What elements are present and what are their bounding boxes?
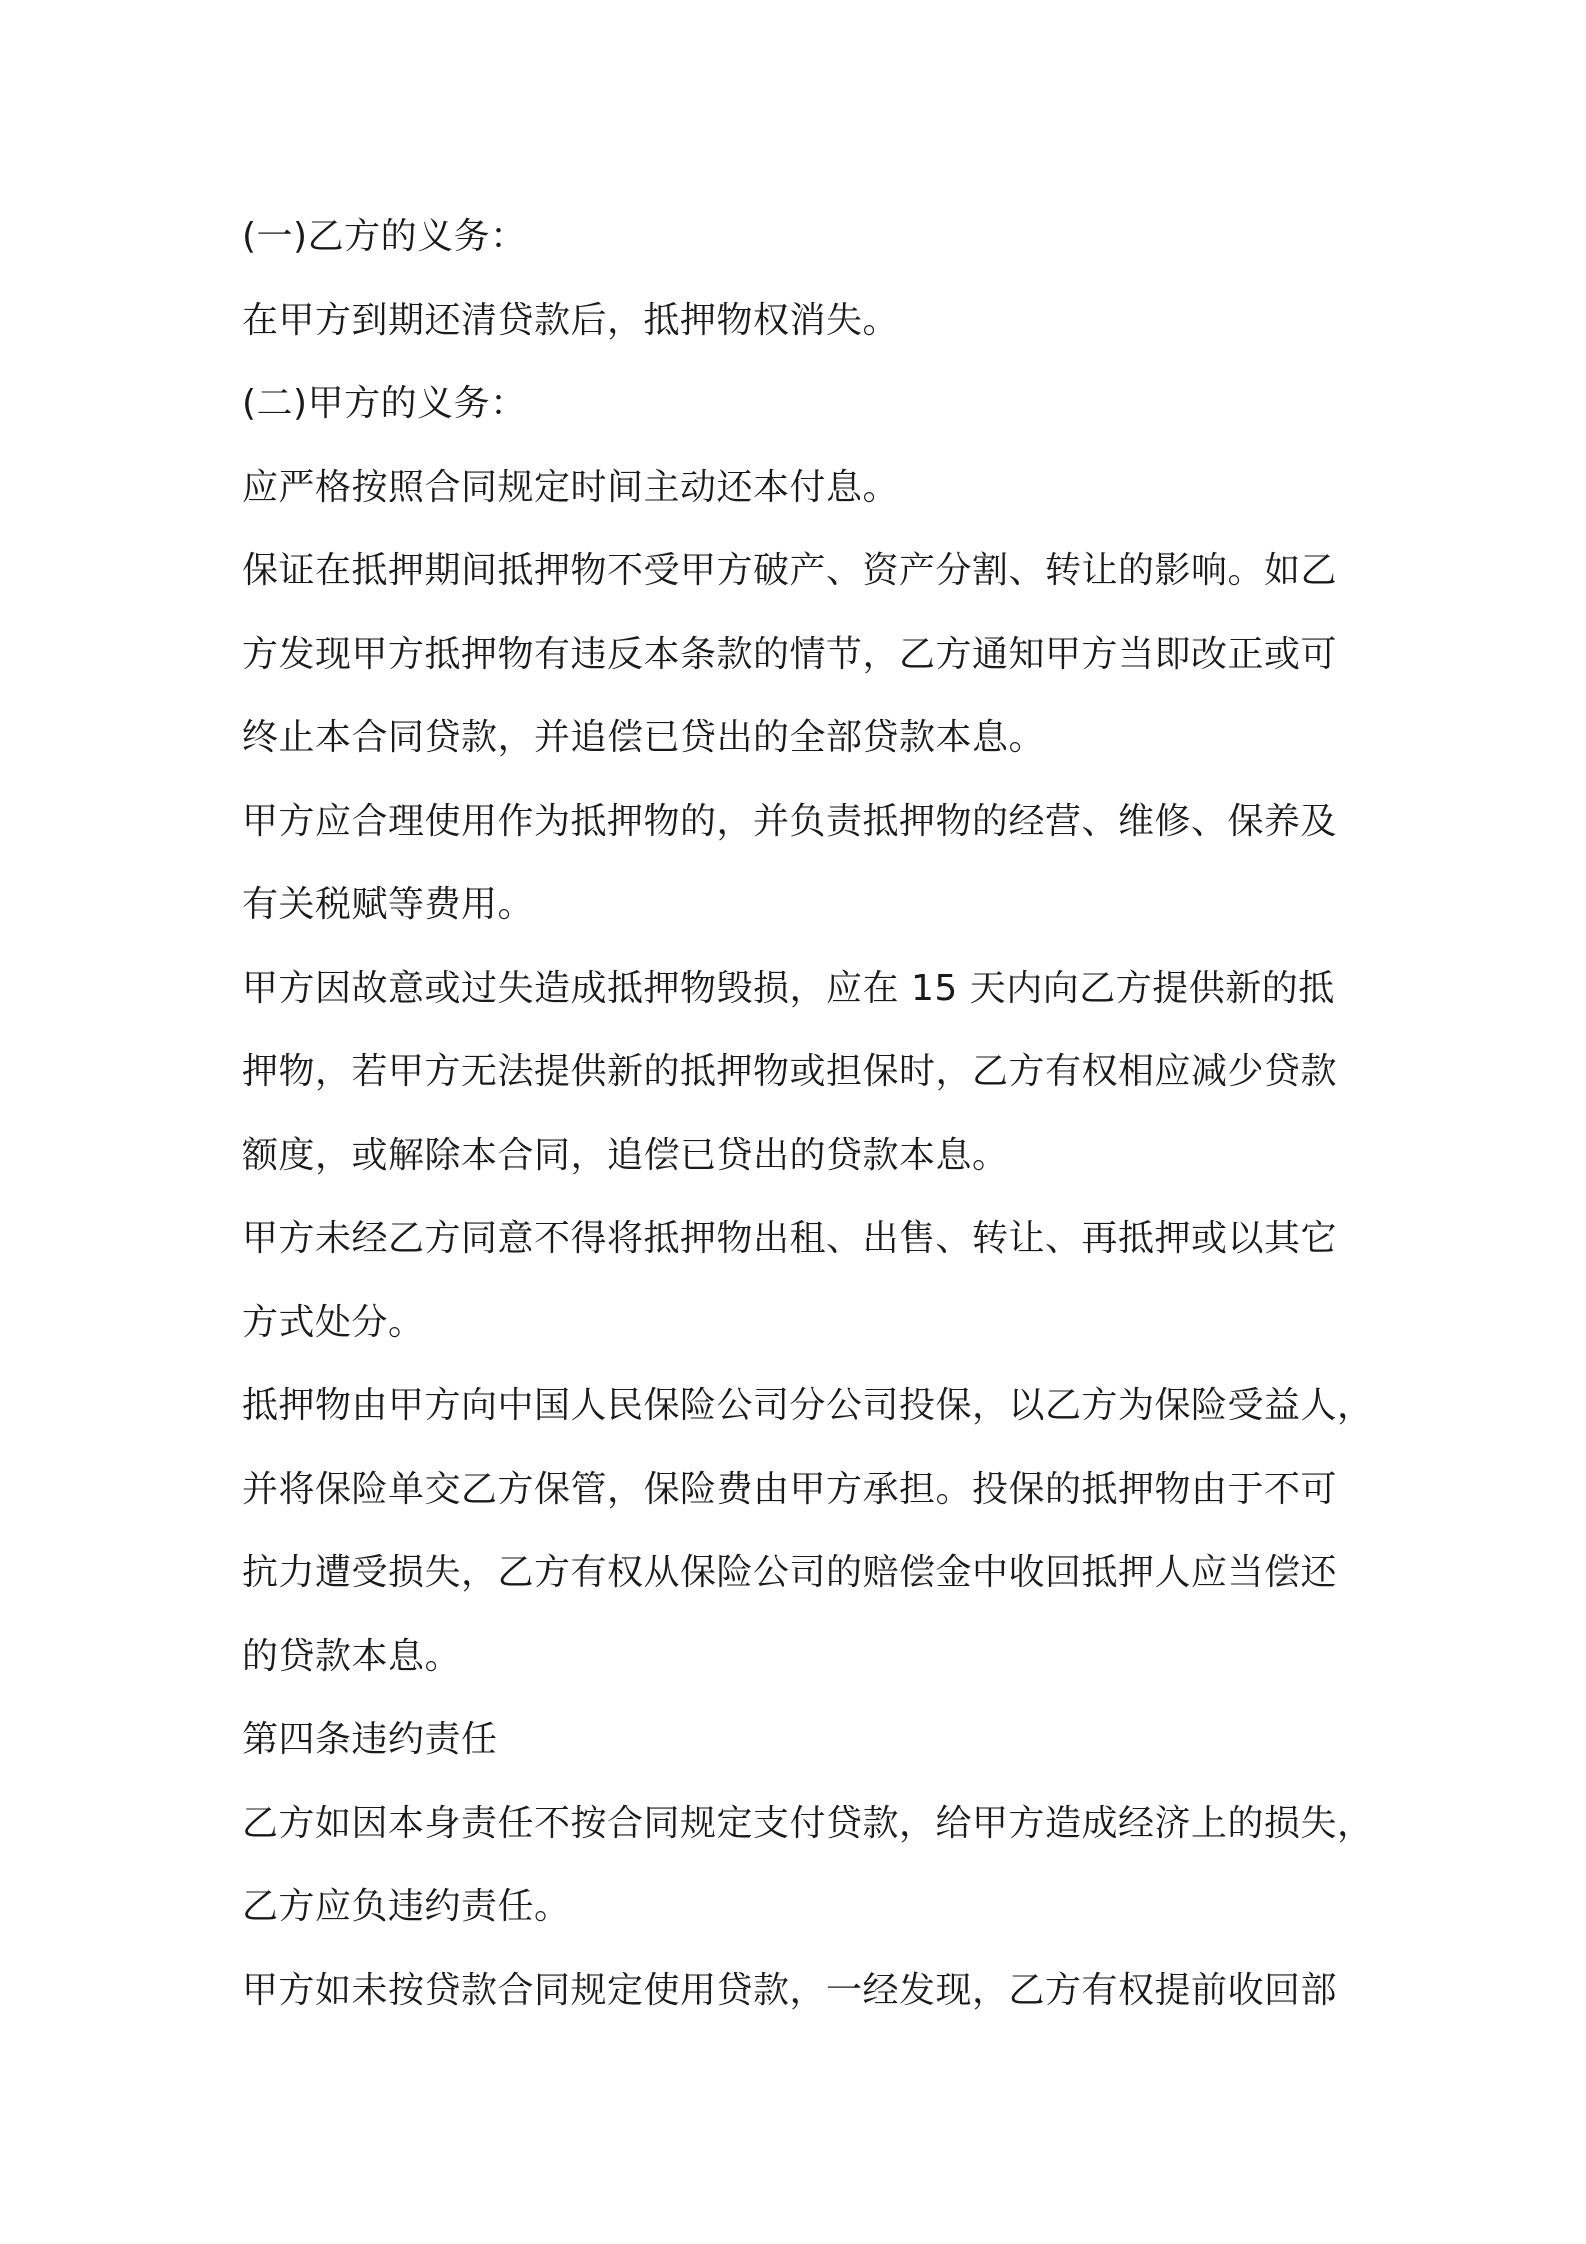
section-heading-party-b-obligations: (一)乙方的义务： [242,216,527,257]
section-heading-party-a-obligations: (二)甲方的义务： [242,383,527,424]
text-line: 的贷款本息。 [242,1635,462,1677]
article-heading-liability: 第四条违约责任 [242,1719,498,1760]
text-line: 有关税赋等费用。 [242,884,535,925]
text-line: 在甲方到期还清贷款后，抵押物权消失。 [242,299,900,341]
text-line: 终止本合同贷款，并追偿已贷出的全部贷款本息。 [242,717,1046,758]
text-line: 甲方未经乙方同意不得将抵押物出租、出售、转让、再抵押或以其它 [242,1218,1338,1259]
text-line: 抵押物由甲方向中国人民保险公司分公司投保，以乙方为保险受益人， [242,1385,1374,1426]
text-line: 甲方应合理使用作为抵押物的，并负责抵押物的经营、维修、保养及 [242,800,1338,842]
text-line: 乙方如因本身责任不按合同规定支付贷款，给甲方造成经济上的损失， [242,1802,1374,1844]
document-body [242,195,1374,2032]
text-line: 抗力遭受损失，乙方有权从保险公司的赔偿金中收回抵押人应当偿还 [242,1552,1338,1593]
text-line: 方式处分。 [242,1301,425,1343]
text-line: 并将保险单交乙方保管，保险费由甲方承担。投保的抵押物由于不可 [242,1468,1338,1510]
text-line: 保证在抵押期间抵押物不受甲方破产、资产分割、转让的影响。如乙 [242,550,1338,591]
text-line: 额度，或解除本合同，追偿已贷出的贷款本息。 [242,1134,1009,1176]
text-line: 甲方因故意或过失造成抵押物毁损，应在 15 天内向乙方提供新的抵 [242,967,1335,1009]
text-line: 乙方应负违约责任。 [242,1886,571,1927]
text-line: 方发现甲方抵押物有违反本条款的情节，乙方通知甲方当即改正或可 [242,633,1338,675]
text-line: 甲方如未按贷款合同规定使用贷款，一经发现，乙方有权提前收回部 [242,1969,1338,2011]
text-line: 押物，若甲方无法提供新的抵押物或担保时，乙方有权相应减少贷款 [242,1051,1338,1092]
text-line: 应严格按照合同规定时间主动还本付息。 [242,466,900,508]
